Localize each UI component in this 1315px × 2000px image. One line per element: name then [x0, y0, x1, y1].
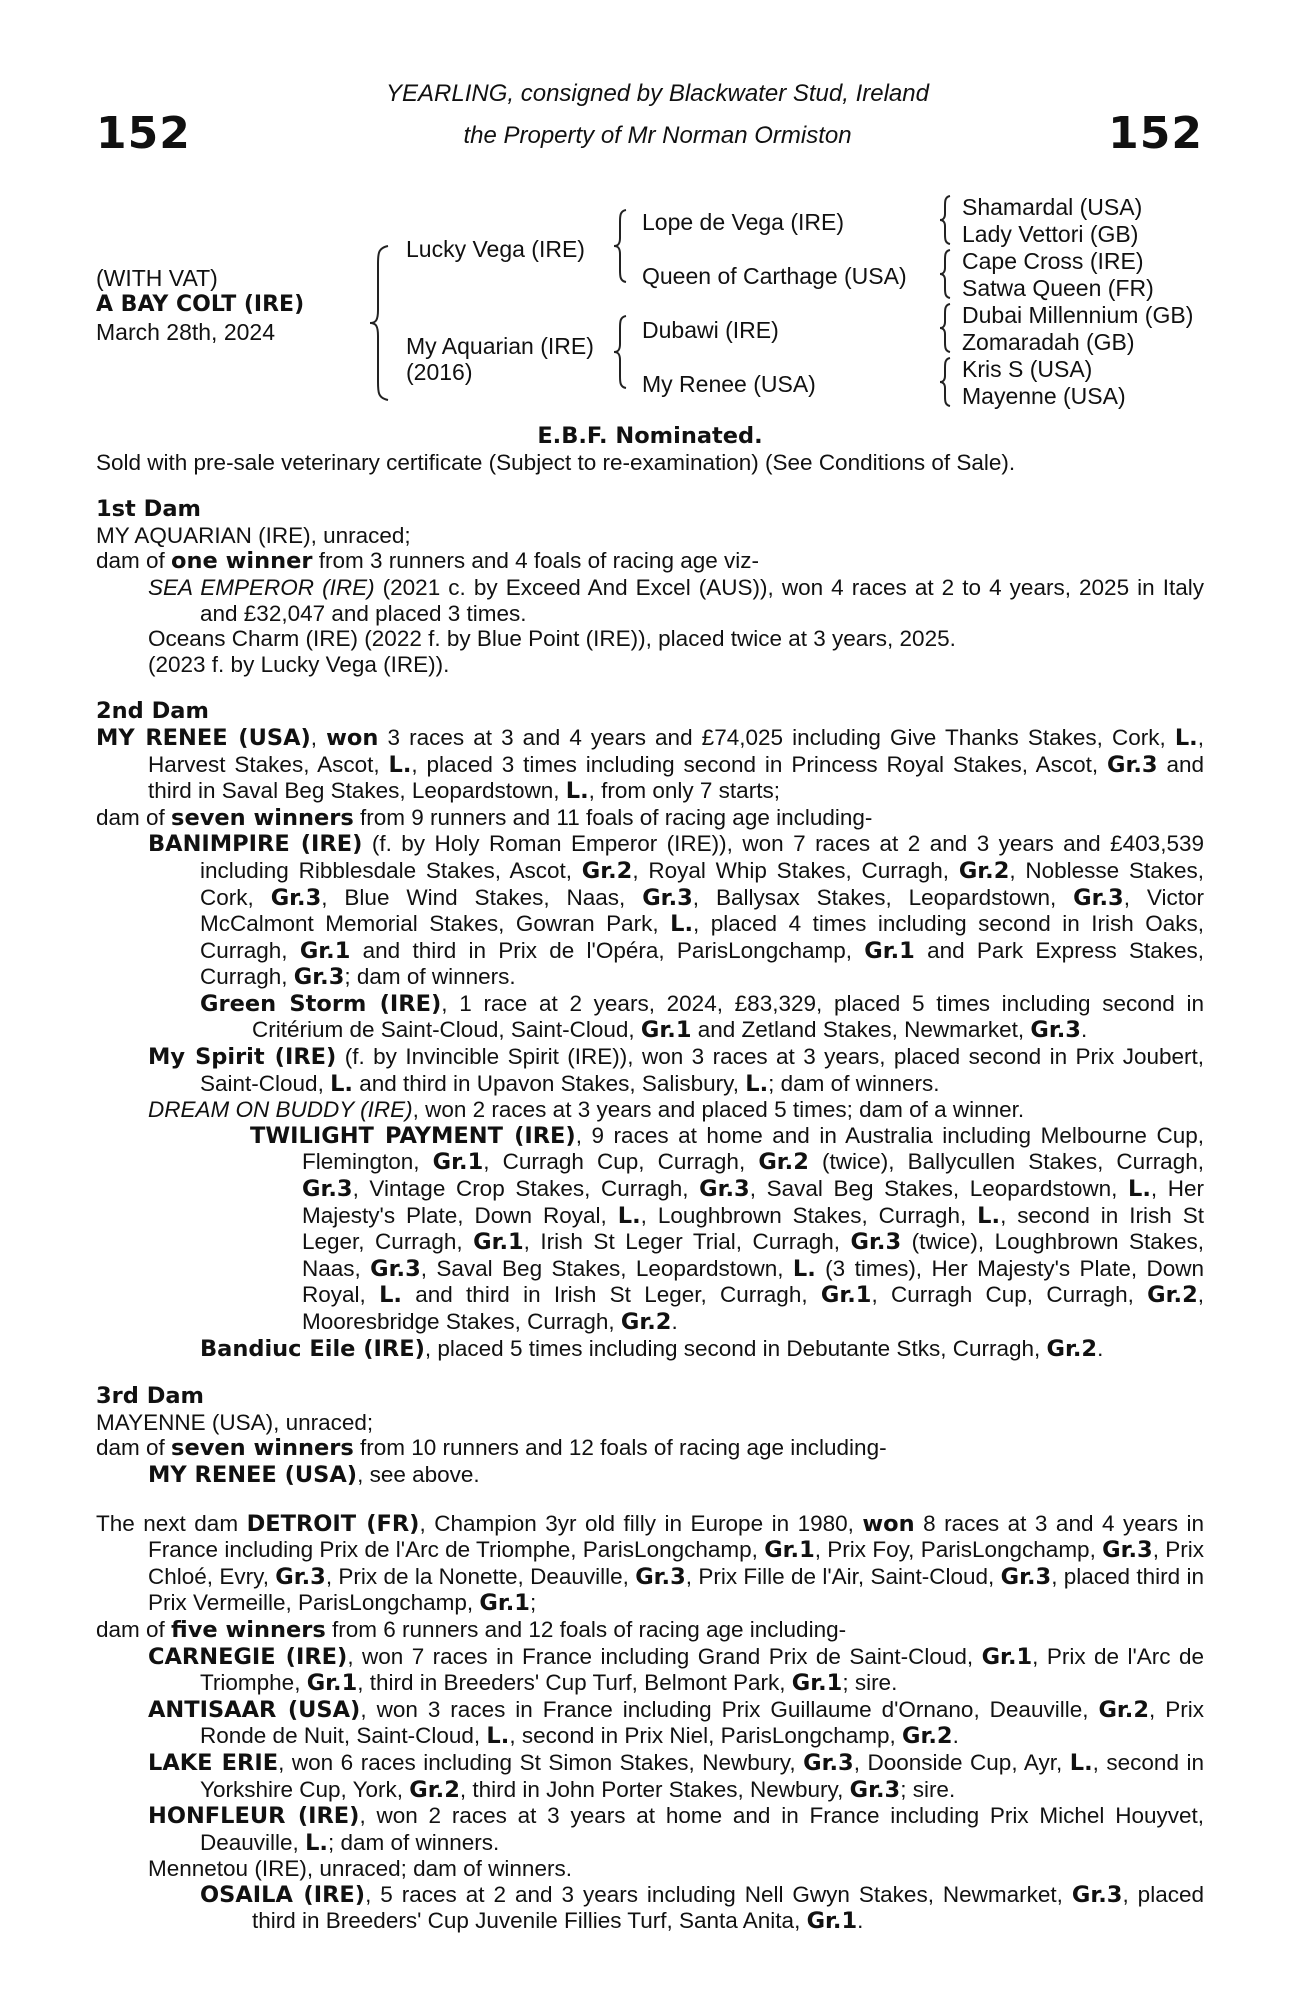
third-dam-line: MAYENNE (USA), unraced;: [96, 1409, 374, 1435]
progeny-entry: (2023 f. by Lucky Vega (IRE)).: [148, 651, 450, 677]
lot-number-left: 152: [96, 108, 191, 159]
vat-label: (WITH VAT): [96, 265, 218, 291]
brace-g1: [938, 194, 952, 246]
ebf-nominated: E.B.F. Nominated.: [537, 423, 763, 449]
dam-year: (2016): [406, 359, 473, 385]
next-dam-line: The next dam DETROIT (FR), Champion 3yr old filly in Europe in 1980, won 8 races at 3 and 4 years in France including Prix de l'Arc de Triomphe, ParisLongchamp, Gr.1, Prix Foy, ParisLongchamp, Gr.3, Prix Chloé, Evry, Gr.3, Prix de la Nonette, Deauville, Gr.3, Prix Fille de l'Air, Saint-Cloud, Gr.3, placed third in Prix Vermeille, ParisLongchamp, Gr.1;: [96, 1510, 1205, 1617]
ancestor-7: Kris S (USA): [962, 356, 1093, 382]
second-dam-heading: 2nd Dam: [96, 698, 209, 725]
ancestor-3: Cape Cross (IRE): [962, 248, 1144, 274]
ancestor-8: Mayenne (USA): [962, 383, 1126, 409]
third-dam-summary: dam of seven winners from 10 runners and 12 foals of racing age including-: [96, 1435, 887, 1462]
progeny-entry: HONFLEUR (IRE), won 2 races at 3 years at home and in France including Prix Michel Houyvet, Deauville, L.; dam of winners.: [148, 1803, 1205, 1856]
lot-number-right: 152: [1108, 108, 1203, 159]
date-of-birth: March 28th, 2024: [96, 319, 276, 345]
brace-g4: [938, 356, 952, 408]
ancestor-2: Lady Vettori (GB): [962, 221, 1139, 247]
vet-note: Sold with pre-sale veterinary certificate (Subject to re-examination) (See Conditions of Sale).: [96, 449, 1016, 475]
progeny-entry: DREAM ON BUDDY (IRE), won 2 races at 3 years and placed 5 times; dam of a winner.: [148, 1097, 1025, 1123]
sire-name: Lucky Vega (IRE): [406, 236, 585, 262]
consignor-line: YEARLING, consigned by Blackwater Stud, Ireland: [386, 80, 929, 107]
first-dam-line: MY AQUARIAN (IRE), unraced;: [96, 522, 411, 548]
catalogue-body: [96, 424, 1204, 1935]
progeny-entry: Mennetou (IRE), unraced; dam of winners.: [148, 1856, 572, 1882]
progeny-entry: Oceans Charm (IRE) (2022 f. by Blue Point (IRE)), placed twice at 3 years, 2025.: [148, 626, 956, 652]
horse-name: A BAY COLT (IRE): [96, 292, 305, 317]
second-dam-summary: dam of seven winners from 9 runners and 11 foals of racing age including-: [96, 804, 873, 831]
main-brace: [368, 244, 390, 402]
next-dam-summary: dam of five winners from 6 runners and 12 foals of racing age including-: [96, 1616, 847, 1643]
ancestor-5: Dubai Millennium (GB): [962, 302, 1194, 328]
dam-sire: Dubawi (IRE): [642, 317, 779, 343]
ancestor-4: Satwa Queen (FR): [962, 275, 1154, 301]
brace-g3: [938, 302, 952, 354]
property-line: the Property of Mr Norman Ormiston: [463, 122, 852, 149]
second-dam-line: MY RENEE (USA), won 3 races at 3 and 4 years and £74,025 including Give Thanks Stakes, Cork, L., Harvest Stakes, Ascot, L., placed 3 times including second in Princess Royal Stakes, Ascot, Gr.3 and third in Saval Beg Stakes, Leopardstown, L., from only 7 starts;: [96, 724, 1205, 805]
progeny-entry: BANIMPIRE (IRE) (f. by Holy Roman Emperor (IRE)), won 7 races at 2 and 3 years and £403,539 including Ribblesdale Stakes, Ascot, Gr.2, Royal Whip Stakes, Curragh, Gr.2, Noblesse Stakes, Cork, Gr.3, Blue Wind Stakes, Naas, Gr.3, Ballysax Stakes, Leopardstown, Gr.3, Victor McCalmont Memorial Stakes, Gowran Park, L., placed 4 times including second in Irish Oaks, Curragh, Gr.1 and third in Prix de l'Opéra, ParisLongchamp, Gr.1 and Park Express Stakes, Curragh, Gr.3; dam of winners.: [148, 831, 1205, 991]
ancestor-1: Shamardal (USA): [962, 194, 1143, 220]
dam-dam: My Renee (USA): [642, 371, 816, 397]
progeny-entry: ANTISAAR (USA), won 3 races in France including Prix Guillaume d'Ornano, Deauville, Gr.2, Prix Ronde de Nuit, Saint-Cloud, L., second in Prix Niel, ParisLongchamp, Gr.2.: [148, 1696, 1204, 1750]
dam-brace: [612, 314, 628, 390]
progeny-entry: TWILIGHT PAYMENT (IRE), 9 races at home and in Australia including Melbourne Cup, Flemington, Gr.1, Curragh Cup, Curragh, Gr.2 (twice), Ballycullen Stakes, Curragh, Gr.3, Vintage Crop Stakes, Curragh, Gr.3, Saval Beg Stakes, Leopardstown, L., Her Majesty's Plate, Down Royal, L., Loughbrown Stakes, Curragh, L., second in Irish St Leger, Curragh, Gr.1, Irish St Leger Trial, Curragh, Gr.3 (twice), Loughbrown Stakes, Naas, Gr.3, Saval Beg Stakes, Leopardstown, L. (3 times), Her Majesty's Plate, Down Royal, L. and third in Irish St Leger, Curragh, Gr.1, Curragh Cup, Curragh, Gr.2, Mooresbridge Stakes, Curragh, Gr.2.: [250, 1122, 1204, 1335]
first-dam-summary: dam of one winner from 3 runners and 4 foals of racing age viz-: [96, 548, 759, 575]
sire-brace: [612, 208, 628, 284]
progeny-entry: CARNEGIE (IRE), won 7 races in France including Grand Prix de Saint-Cloud, Gr.1, Prix de l'Arc de Triomphe, Gr.1, third in Breeders' Cup Turf, Belmont Park, Gr.1; sire.: [148, 1643, 1204, 1697]
progeny-entry: Green Storm (IRE), 1 race at 2 years, 2024, £83,329, placed 5 times including second in Critérium de Saint-Cloud, Saint-Cloud, Gr.1 and Zetland Stakes, Newmarket, Gr.3.: [200, 990, 1204, 1044]
dam-name: My Aquarian (IRE): [406, 333, 594, 359]
progeny-entry: Bandiuc Eile (IRE), placed 5 times including second in Debutante Stks, Curragh, Gr.2.: [200, 1335, 1104, 1362]
progeny-entry: My Spirit (IRE) (f. by Invincible Spirit (IRE)), won 3 races at 3 years, placed second in Prix Joubert, Saint-Cloud, L. and third in Upavon Stakes, Salisbury, L.; dam of winners.: [148, 1044, 1204, 1097]
brace-g2: [938, 248, 952, 300]
progeny-entry: OSAILA (IRE), 5 races at 2 and 3 years including Nell Gwyn Stakes, Newmarket, Gr.3, placed third in Breeders' Cup Juvenile Fillies Turf, Santa Anita, Gr.1.: [200, 1881, 1204, 1935]
third-dam-heading: 3rd Dam: [96, 1383, 204, 1410]
progeny-entry: SEA EMPEROR (IRE) (2021 c. by Exceed And Excel (AUS)), won 4 races at 2 to 4 years, 2025 in Italy and £32,047 and placed 3 times.: [148, 574, 1204, 626]
ancestor-6: Zomaradah (GB): [962, 329, 1135, 355]
sire-sire: Lope de Vega (IRE): [642, 209, 845, 235]
first-dam-heading: 1st Dam: [96, 496, 201, 523]
progeny-entry: LAKE ERIE, won 6 races including St Simon Stakes, Newbury, Gr.3, Doonside Cup, Ayr, L., second in Yorkshire Cup, York, Gr.2, third in John Porter Stakes, Newbury, Gr.3; sire.: [148, 1749, 1204, 1803]
progeny-entry: MY RENEE (USA), see above.: [148, 1461, 480, 1488]
sire-dam: Queen of Carthage (USA): [642, 263, 907, 289]
